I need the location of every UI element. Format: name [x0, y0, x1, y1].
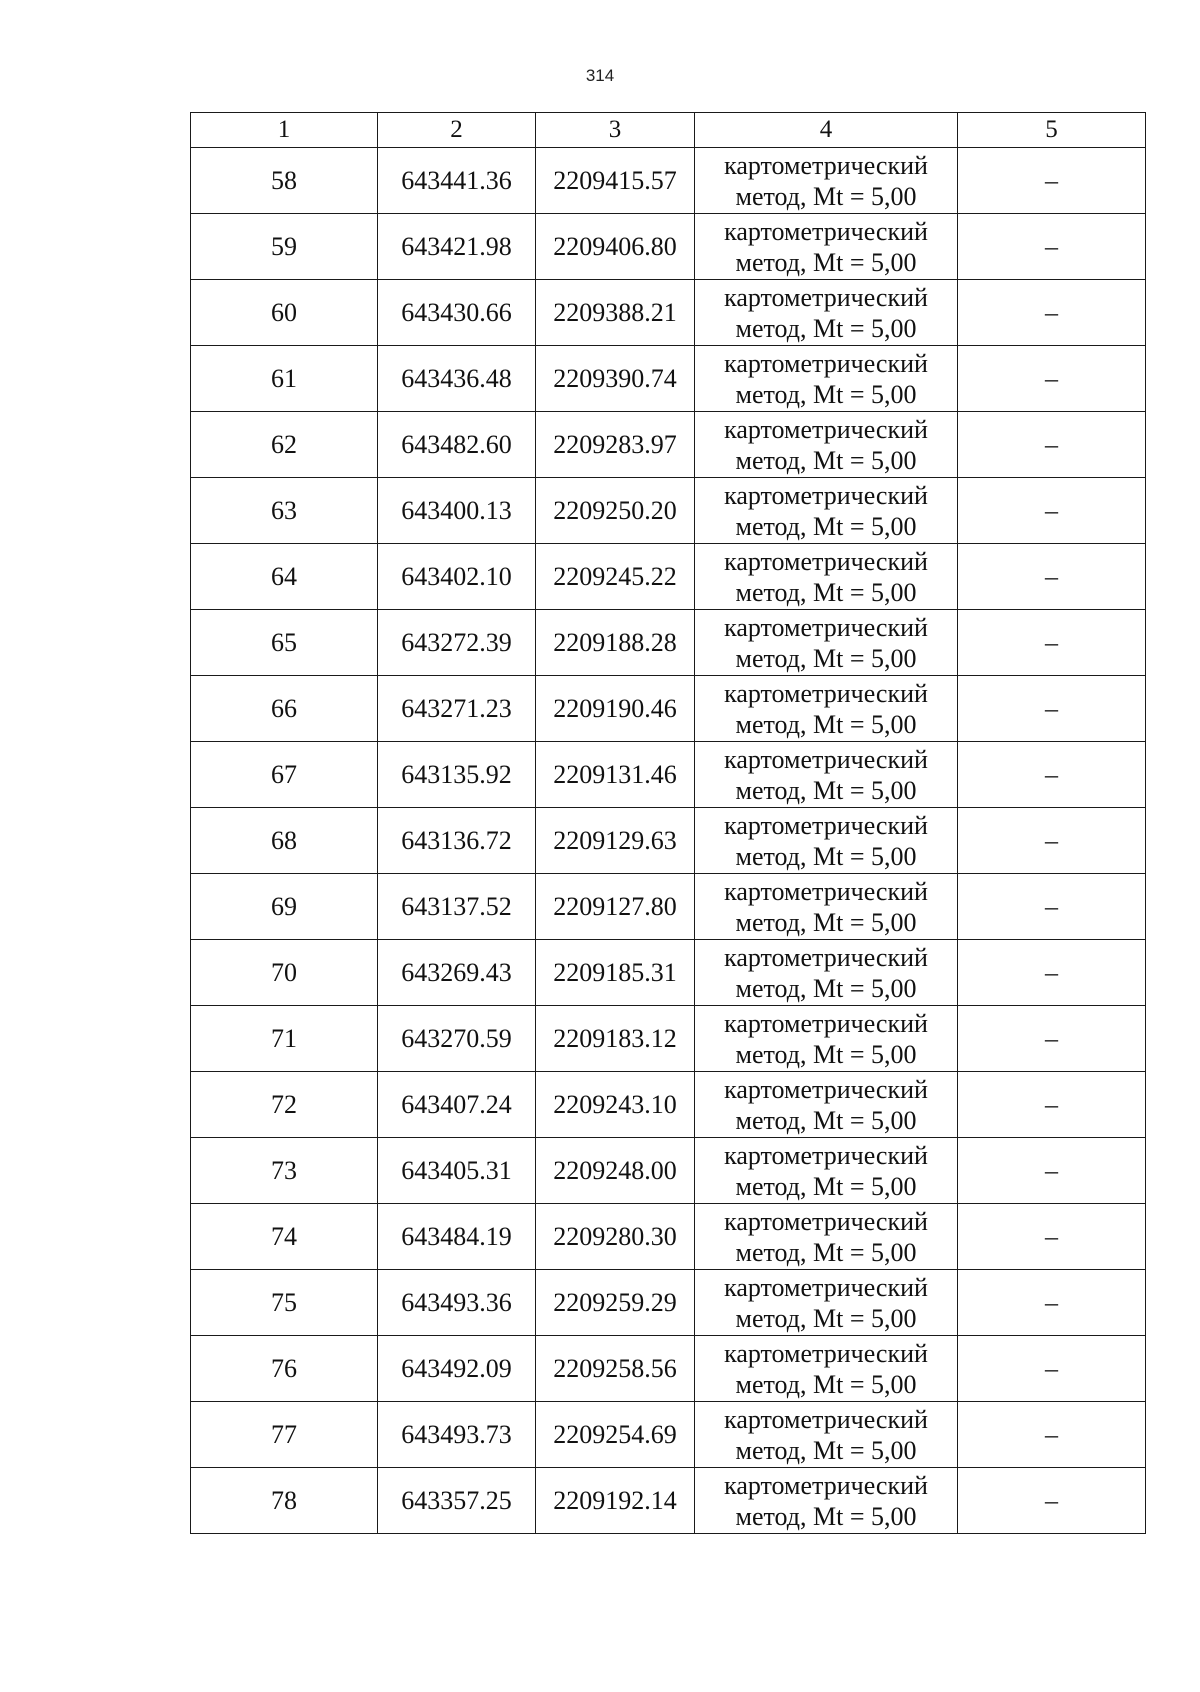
method-cell [695, 940, 958, 1006]
column-5-cell: – [958, 412, 1146, 478]
y-coordinate-cell: 2209183.12 [536, 1006, 695, 1072]
method-line-1: картометрический [724, 414, 928, 444]
point-number-cell: 75 [191, 1270, 378, 1336]
method-line-2: метод, Mt = 5,00 [735, 709, 917, 739]
method-line-1: картометрический [724, 348, 928, 378]
column-5-cell: – [958, 1006, 1146, 1072]
column-5-cell: – [958, 808, 1146, 874]
method-line-2: метод, Mt = 5,00 [735, 1171, 917, 1201]
coordinates-table [190, 112, 1146, 1534]
point-number-cell: 58 [191, 148, 378, 214]
y-coordinate-cell: 2209388.21 [536, 280, 695, 346]
x-coordinate-cell: 643271.23 [378, 676, 536, 742]
method-line-1: картометрический [724, 1470, 928, 1500]
y-coordinate-cell: 2209280.30 [536, 1204, 695, 1270]
y-coordinate-cell: 2209406.80 [536, 214, 695, 280]
method-line-2: метод, Mt = 5,00 [735, 577, 917, 607]
method-line-2: метод, Mt = 5,00 [735, 1303, 917, 1333]
method-line-2: метод, Mt = 5,00 [735, 1237, 917, 1267]
table-header [191, 113, 1146, 148]
y-coordinate-cell: 2209188.28 [536, 610, 695, 676]
method-cell [695, 1270, 958, 1336]
point-number-cell: 67 [191, 742, 378, 808]
x-coordinate-cell: 643482.60 [378, 412, 536, 478]
x-coordinate-cell: 643492.09 [378, 1336, 536, 1402]
y-coordinate-cell: 2209258.56 [536, 1336, 695, 1402]
table-row [191, 1072, 1146, 1138]
column-5-cell: – [958, 1468, 1146, 1534]
method-line-2: метод, Mt = 5,00 [735, 1039, 917, 1069]
x-coordinate-cell: 643357.25 [378, 1468, 536, 1534]
header-col-5: 5 [958, 113, 1146, 148]
page-number: 314 [585, 66, 615, 85]
method-line-2: метод, Mt = 5,00 [735, 511, 917, 541]
column-5-cell: – [958, 544, 1146, 610]
method-line-1: картометрический [724, 876, 928, 906]
method-line-1: картометрический [724, 942, 928, 972]
method-cell [695, 1402, 958, 1468]
method-cell [695, 214, 958, 280]
method-cell [695, 280, 958, 346]
table-row [191, 544, 1146, 610]
table-row [191, 742, 1146, 808]
x-coordinate-cell: 643493.73 [378, 1402, 536, 1468]
table-body [191, 148, 1146, 1534]
method-cell [695, 148, 958, 214]
column-5-cell: – [958, 1138, 1146, 1204]
method-line-2: метод, Mt = 5,00 [735, 445, 917, 475]
point-number-cell: 68 [191, 808, 378, 874]
x-coordinate-cell: 643402.10 [378, 544, 536, 610]
method-line-1: картометрический [724, 150, 928, 180]
method-line-2: метод, Mt = 5,00 [735, 907, 917, 937]
x-coordinate-cell: 643137.52 [378, 874, 536, 940]
table-row [191, 1204, 1146, 1270]
column-5-cell: – [958, 478, 1146, 544]
table-row [191, 148, 1146, 214]
method-cell [695, 1204, 958, 1270]
method-line-1: картометрический [724, 810, 928, 840]
column-5-cell: – [958, 610, 1146, 676]
method-cell [695, 808, 958, 874]
x-coordinate-cell: 643136.72 [378, 808, 536, 874]
method-line-2: метод, Mt = 5,00 [735, 643, 917, 673]
column-5-cell: – [958, 1336, 1146, 1402]
method-line-1: картометрический [724, 546, 928, 576]
column-5-cell: – [958, 940, 1146, 1006]
x-coordinate-cell: 643430.66 [378, 280, 536, 346]
method-line-1: картометрический [724, 216, 928, 246]
x-coordinate-cell: 643407.24 [378, 1072, 536, 1138]
method-cell [695, 346, 958, 412]
method-line-1: картометрический [724, 1074, 928, 1104]
table-row [191, 280, 1146, 346]
x-coordinate-cell: 643493.36 [378, 1270, 536, 1336]
y-coordinate-cell: 2209129.63 [536, 808, 695, 874]
table-row [191, 214, 1146, 280]
method-cell [695, 742, 958, 808]
y-coordinate-cell: 2209254.69 [536, 1402, 695, 1468]
header-col-4: 4 [695, 113, 958, 148]
method-line-2: метод, Mt = 5,00 [735, 379, 917, 409]
method-line-1: картометрический [724, 1404, 928, 1434]
table-row [191, 1270, 1146, 1336]
method-cell [695, 478, 958, 544]
x-coordinate-cell: 643269.43 [378, 940, 536, 1006]
column-5-cell: – [958, 742, 1146, 808]
y-coordinate-cell: 2209243.10 [536, 1072, 695, 1138]
method-cell [695, 874, 958, 940]
column-5-cell: – [958, 874, 1146, 940]
y-coordinate-cell: 2209190.46 [536, 676, 695, 742]
point-number-cell: 76 [191, 1336, 378, 1402]
column-5-cell: – [958, 1204, 1146, 1270]
table-row [191, 1006, 1146, 1072]
method-line-2: метод, Mt = 5,00 [735, 1501, 917, 1531]
point-number-cell: 78 [191, 1468, 378, 1534]
header-row [191, 113, 1146, 148]
column-5-cell: – [958, 214, 1146, 280]
method-cell [695, 676, 958, 742]
column-5-cell: – [958, 346, 1146, 412]
x-coordinate-cell: 643272.39 [378, 610, 536, 676]
point-number-cell: 71 [191, 1006, 378, 1072]
point-number-cell: 61 [191, 346, 378, 412]
y-coordinate-cell: 2209283.97 [536, 412, 695, 478]
column-5-cell: – [958, 148, 1146, 214]
column-5-cell: – [958, 1072, 1146, 1138]
method-line-1: картометрический [724, 1140, 928, 1170]
header-col-2: 2 [378, 113, 536, 148]
point-number-cell: 77 [191, 1402, 378, 1468]
x-coordinate-cell: 643405.31 [378, 1138, 536, 1204]
y-coordinate-cell: 2209248.00 [536, 1138, 695, 1204]
point-number-cell: 60 [191, 280, 378, 346]
table-row [191, 874, 1146, 940]
table-row [191, 412, 1146, 478]
method-line-2: метод, Mt = 5,00 [735, 313, 917, 343]
point-number-cell: 74 [191, 1204, 378, 1270]
x-coordinate-cell: 643436.48 [378, 346, 536, 412]
point-number-cell: 64 [191, 544, 378, 610]
table-row [191, 1336, 1146, 1402]
method-cell [695, 1072, 958, 1138]
method-line-1: картометрический [724, 1008, 928, 1038]
point-number-cell: 70 [191, 940, 378, 1006]
method-cell [695, 1006, 958, 1072]
table-row [191, 808, 1146, 874]
point-number-cell: 63 [191, 478, 378, 544]
method-line-1: картометрический [724, 1338, 928, 1368]
point-number-cell: 69 [191, 874, 378, 940]
y-coordinate-cell: 2209131.46 [536, 742, 695, 808]
table-row [191, 940, 1146, 1006]
method-line-1: картометрический [724, 1206, 928, 1236]
x-coordinate-cell: 643421.98 [378, 214, 536, 280]
header-col-3: 3 [536, 113, 695, 148]
point-number-cell: 62 [191, 412, 378, 478]
y-coordinate-cell: 2209259.29 [536, 1270, 695, 1336]
method-line-2: метод, Mt = 5,00 [735, 247, 917, 277]
x-coordinate-cell: 643270.59 [378, 1006, 536, 1072]
column-5-cell: – [958, 280, 1146, 346]
y-coordinate-cell: 2209192.14 [536, 1468, 695, 1534]
table-row [191, 478, 1146, 544]
method-line-2: метод, Mt = 5,00 [735, 1369, 917, 1399]
point-number-cell: 73 [191, 1138, 378, 1204]
y-coordinate-cell: 2209250.20 [536, 478, 695, 544]
method-cell [695, 610, 958, 676]
table-row [191, 676, 1146, 742]
method-cell [695, 1138, 958, 1204]
y-coordinate-cell: 2209185.31 [536, 940, 695, 1006]
table-row [191, 1468, 1146, 1534]
method-line-1: картометрический [724, 480, 928, 510]
y-coordinate-cell: 2209415.57 [536, 148, 695, 214]
x-coordinate-cell: 643135.92 [378, 742, 536, 808]
x-coordinate-cell: 643400.13 [378, 478, 536, 544]
method-line-2: метод, Mt = 5,00 [735, 1105, 917, 1135]
column-5-cell: – [958, 1270, 1146, 1336]
x-coordinate-cell: 643484.19 [378, 1204, 536, 1270]
header-col-1: 1 [191, 113, 378, 148]
method-cell [695, 1468, 958, 1534]
method-line-2: метод, Mt = 5,00 [735, 1435, 917, 1465]
method-line-2: метод, Mt = 5,00 [735, 841, 917, 871]
method-line-2: метод, Mt = 5,00 [735, 181, 917, 211]
method-line-1: картометрический [724, 678, 928, 708]
method-line-2: метод, Mt = 5,00 [735, 973, 917, 1003]
point-number-cell: 66 [191, 676, 378, 742]
table-row [191, 1138, 1146, 1204]
point-number-cell: 72 [191, 1072, 378, 1138]
table-row [191, 1402, 1146, 1468]
method-line-1: картометрический [724, 744, 928, 774]
method-line-1: картометрический [724, 1272, 928, 1302]
column-5-cell: – [958, 676, 1146, 742]
table-row [191, 346, 1146, 412]
method-cell [695, 412, 958, 478]
method-line-2: метод, Mt = 5,00 [735, 775, 917, 805]
column-5-cell: – [958, 1402, 1146, 1468]
point-number-cell: 59 [191, 214, 378, 280]
y-coordinate-cell: 2209245.22 [536, 544, 695, 610]
method-cell [695, 1336, 958, 1402]
y-coordinate-cell: 2209127.80 [536, 874, 695, 940]
table-row [191, 610, 1146, 676]
x-coordinate-cell: 643441.36 [378, 148, 536, 214]
method-line-1: картометрический [724, 612, 928, 642]
point-number-cell: 65 [191, 610, 378, 676]
method-cell [695, 544, 958, 610]
y-coordinate-cell: 2209390.74 [536, 346, 695, 412]
method-line-1: картометрический [724, 282, 928, 312]
